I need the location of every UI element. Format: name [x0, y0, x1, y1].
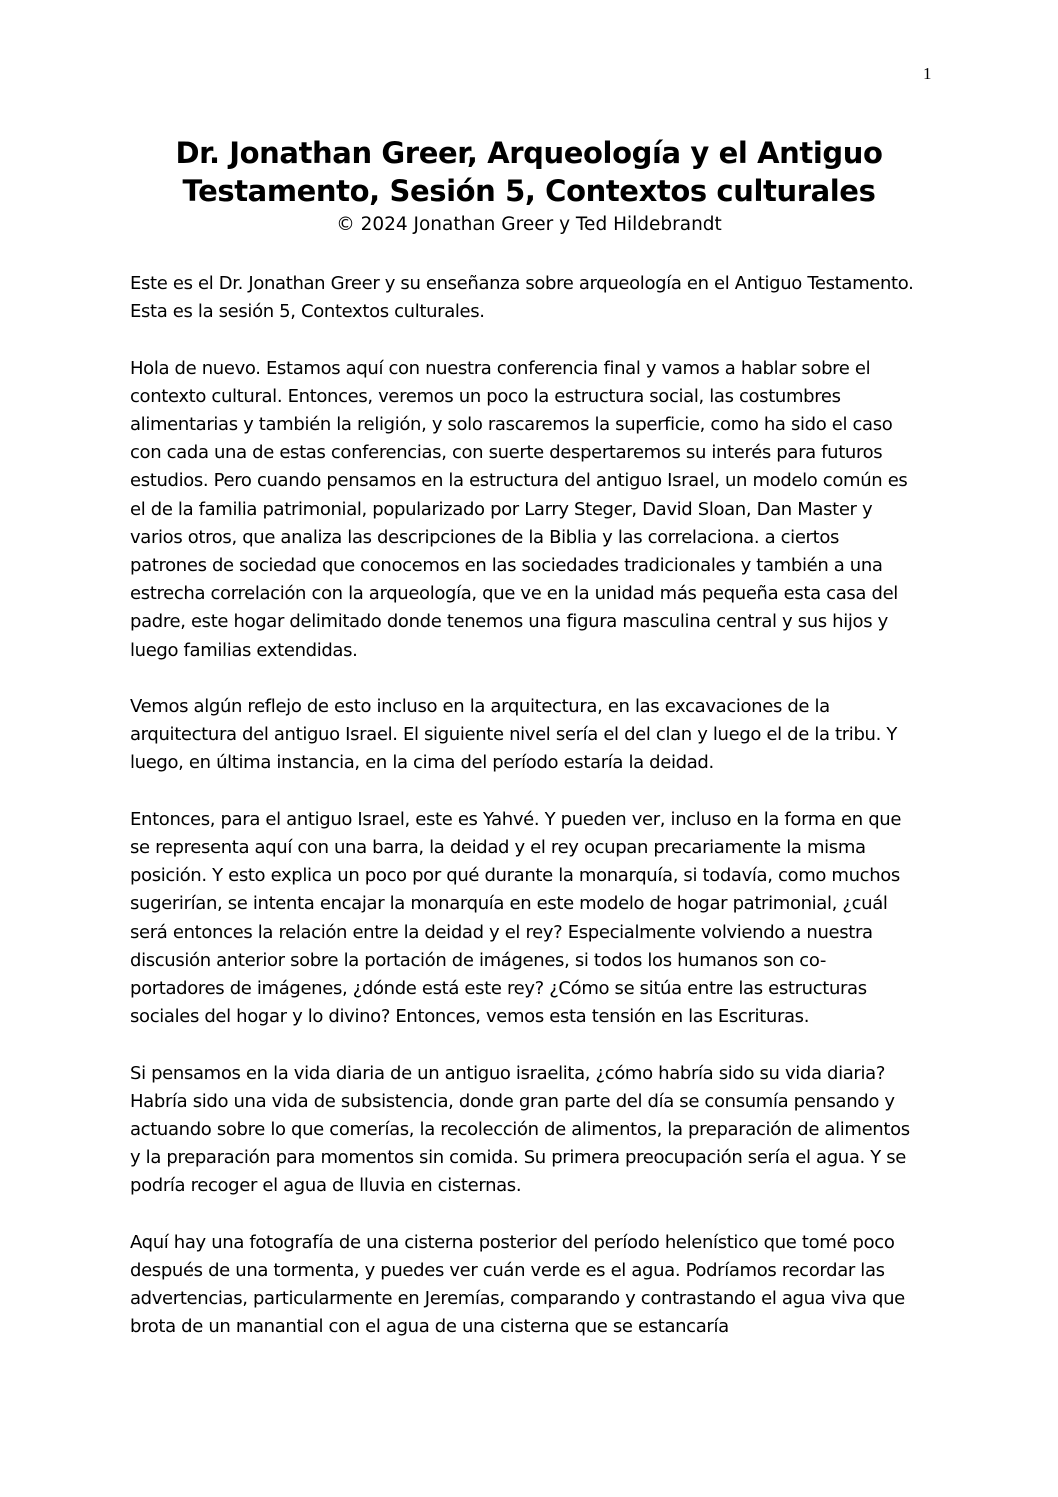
paragraph-cistern: Aquí hay una fotografía de una cisterna posterior del período helenístico que tomé poco después de una tormenta, y puedes ver cuán verde es el agua. Podríamos recordar las advertencias, particularmente en Jeremías, comparando y contrastando el agua viva que brota de un manantial con el agua de una cisterna que se estancaría	[130, 1231, 905, 1338]
document-body	[130, 270, 920, 1370]
title-line-2: Testamento, Sesión 5, Contextos culturales	[182, 174, 876, 208]
copyright-line: © 2024 Jonathan Greer y Ted Hildebrandt	[336, 214, 722, 235]
paragraph-daily-life: Si pensamos en la vida diaria de un antiguo israelita, ¿cómo habría sido su vida diaria? Habría sido una vida de subsistencia, donde gran parte del día se consumía pensando y actuando sobre lo que comerías, la recolección de alimentos, la preparación de alimentos y la preparación para momentos sin comida. Su primera preocupación sería el agua. Y se podría recoger el agua de lluvia en cisternas.	[130, 1062, 910, 1197]
document-header	[0, 134, 1058, 240]
paragraph-intro: Este es el Dr. Jonathan Greer y su enseñanza sobre arqueología en el Antiguo Testamento. Esta es la sesión 5, Contextos culturales.	[130, 273, 914, 323]
paragraph-social-structure: Hola de nuevo. Estamos aquí con nuestra conferencia final y vamos a hablar sobre el contexto cultural. Entonces, veremos un poco la estructura social, las costumbres alimentarias y también la religión, y solo rascaremos la superficie, como ha sido el caso con cada una de estas conferencias, con suerte despertaremos su interés para futuros estudios. Pero cuando pensamos en la estructura del antiguo Israel, un modelo común es el de la familia patrimonial, popularizado por Larry Steger, David Sloan, Dan Master y varios otros, que analiza las descripciones de la Biblia y las correlaciona. a ciertos patrones de sociedad que conocemos en las sociedades tradicionales y también a una estrecha correlación con la arqueología, que ve en la unidad más pequeña esta casa del padre, este hogar delimitado donde tenemos una figura masculina central y sus hijos y luego familias extendidas.	[130, 357, 908, 661]
paragraph-deity-king: Entonces, para el antiguo Israel, este es Yahvé. Y pueden ver, incluso en la forma en que se representa aquí con una barra, la deidad y el rey ocupan precariamente la misma posición. Y esto explica un poco por qué durante la monarquía, si todavía, como muchos sugerirían, se intenta encajar la monarquía en este modelo de hogar patrimonial, ¿cuál será entonces la relación entre la deidad y el rey? Especialmente volviendo a nuestra discusión anterior sobre la portación de imágenes, si todos los humanos son co-portadores de imágenes, ¿dónde está este rey? ¿Cómo se sitúa entre las estructuras sociales del hogar y lo divino? Entonces, vemos esta tensión en las Escrituras.	[130, 808, 902, 1028]
title-line-1: Dr. Jonathan Greer, Arqueología y el Antiguo	[175, 136, 883, 170]
page-number: 1	[923, 64, 932, 83]
paragraph-architecture: Vemos algún reflejo de esto incluso en la arquitectura, en las excavaciones de la arquitectura del antiguo Israel. El siguiente nivel sería el del clan y luego el de la tribu. Y luego, en última instancia, en la cima del período estaría la deidad.	[130, 696, 897, 774]
